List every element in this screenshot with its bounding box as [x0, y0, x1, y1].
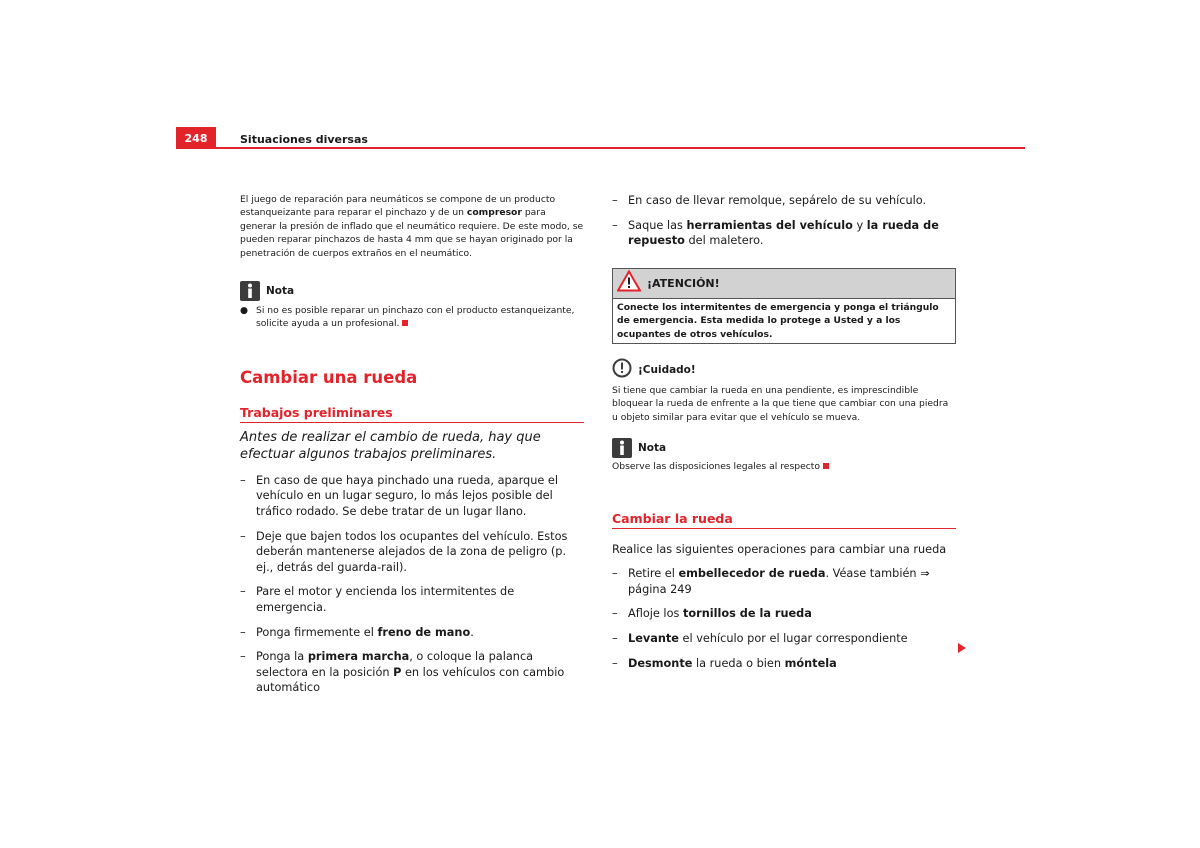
item-text-part: Saque las: [628, 218, 687, 232]
item-text: En caso de que haya pinchado una rueda, aparque el vehículo en un lugar seguro, lo más lejos posible del tráfico rodado. Se debe tratar de un lugar llano.: [256, 473, 558, 519]
item-bold: embellecedor de rueda: [678, 567, 826, 581]
item-bold: herramientas del vehículo: [686, 218, 853, 232]
item-text: [628, 631, 908, 647]
note-title: Nota: [638, 442, 667, 455]
list-item: [240, 649, 584, 696]
dash-marker: –: [612, 607, 618, 621]
item-bold: tornillos de la rueda: [682, 607, 812, 621]
subheading-preliminary: Trabajos preliminares: [240, 405, 584, 423]
item-text-part: Ponga la: [256, 650, 308, 664]
dash-marker: –: [612, 194, 618, 207]
dash-marker: –: [240, 529, 246, 543]
list-item: [240, 529, 584, 576]
lead-text: Realice las siguientes operaciones para cambiar una rueda: [612, 542, 947, 556]
list-item: [612, 193, 956, 209]
dash-marker: –: [240, 585, 246, 599]
info-icon: [240, 281, 260, 301]
page-number: [176, 127, 216, 149]
item-bold: Levante: [628, 632, 679, 645]
item-bold: Desmonte: [628, 656, 693, 670]
item-text-part: . Véase también ⇒ página 249: [628, 567, 930, 596]
list-item: [612, 631, 956, 647]
warning-box: [612, 268, 956, 344]
warning-text: Conecte los intermitentes de emergencia y ponga el triángulo de emergencia. Esta medida lo protege a Usted y a los ocupantes de otros vehículos.: [617, 301, 939, 340]
item-text-part: la rueda o bien: [692, 656, 785, 670]
caution-title: ¡Cuidado!: [638, 364, 696, 376]
note-block-right: [612, 438, 956, 473]
subheading-change-wheel: Cambiar la rueda: [612, 511, 956, 529]
header-rule: [216, 147, 1025, 149]
item-text: [256, 625, 474, 641]
dash-marker: –: [612, 632, 618, 645]
page-number-text: 248: [184, 131, 208, 145]
item-bold: móntela: [784, 656, 837, 670]
para-bold: compresor: [466, 207, 522, 219]
note-text-content: Si no es posible reparar un pinchazo con el producto estanqueizante, solicite ayuda a un profesional.: [256, 305, 575, 330]
note-header: [240, 281, 584, 301]
warning-header: [613, 269, 955, 299]
end-marker: [402, 320, 408, 326]
end-marker: [823, 463, 829, 469]
section-title: Situaciones diversas: [240, 133, 368, 146]
list-item: [240, 625, 584, 641]
warning-triangle-icon: [617, 270, 641, 296]
note-bullet-item: [240, 304, 584, 331]
preliminary-steps: [240, 473, 584, 696]
item-text-part: del maletero.: [684, 234, 764, 248]
caution-text: Si tiene que cambiar la rueda en una pendiente, es imprescindible bloquear la rueda de enfrente a la que tiene que cambiar con una piedra u objeto similar para evitar que el vehículo se mueva.: [612, 385, 949, 423]
caution-icon: [612, 358, 632, 382]
info-icon: [612, 438, 632, 458]
note-text: [612, 460, 956, 473]
item-bold: P: [393, 665, 402, 679]
list-item: [240, 584, 584, 615]
note-block: [240, 281, 584, 331]
main-heading: Cambiar una rueda: [240, 367, 418, 387]
item-text: [628, 656, 837, 672]
item-bold: freno de mano: [377, 625, 471, 639]
item-text-part: el vehículo por el lugar correspondiente: [678, 632, 908, 645]
item-text-part: , o coloque la palanca selectora en la posición: [256, 650, 534, 679]
note-text-content: Observe las disposiciones legales al respecto: [612, 461, 821, 473]
dash-marker: –: [240, 650, 246, 664]
bullet-icon: ●: [240, 305, 249, 317]
caution-block: [612, 358, 956, 424]
item-text: Deje que bajen todos los ocupantes del vehículo. Estos deberán mantenerse alejados de la zona de peligro (p. ej., detrás del guarda-rail).: [256, 529, 568, 574]
item-text-part: .: [470, 625, 474, 639]
caution-header: [612, 358, 956, 382]
list-item: [240, 473, 584, 520]
right-column: [612, 193, 956, 671]
dash-marker: –: [612, 567, 618, 581]
warning-title: ¡ATENCIÓN!: [647, 276, 720, 290]
dash-marker: –: [612, 218, 618, 232]
change-wheel-steps: [612, 566, 956, 671]
dash-marker: –: [240, 473, 246, 487]
compressor-paragraph: [240, 193, 584, 260]
list-item: [612, 218, 956, 249]
item-text: [628, 566, 956, 597]
dash-marker: –: [240, 625, 246, 639]
item-text-part: en los vehículos con cambio automático: [256, 665, 565, 695]
para-text: para generar la presión de inflado que el neumático requiere. De este modo, se pueden reparar pinchazos de hasta 4 mm que se hayan originado por la penetración de cuerpos extraños en el neumático.: [240, 207, 584, 259]
note-title: Nota: [266, 285, 295, 298]
para-text: El juego de reparación para neumáticos se compone de un producto estanqueizante para reparar el pinchazo y de un: [240, 194, 556, 219]
item-text: [628, 218, 956, 249]
item-bold: primera marcha: [307, 650, 410, 664]
list-item: [612, 656, 956, 672]
item-text-part: y: [852, 218, 867, 232]
item-text-part: Retire el: [628, 567, 679, 581]
item-bold: la rueda de repuesto: [628, 218, 939, 248]
list-item: [612, 606, 956, 622]
dash-marker: –: [612, 656, 618, 670]
item-text-part: Ponga firmemente el: [256, 625, 378, 639]
list-item: [612, 566, 956, 597]
next-page-arrow[interactable]: [958, 643, 966, 653]
left-column: [240, 193, 584, 696]
item-text: [628, 606, 812, 622]
item-text-part: Afloje los: [628, 607, 683, 621]
note-text: [256, 304, 584, 331]
item-text: En caso de llevar remolque, sepárelo de su vehículo.: [628, 194, 927, 207]
note-header: [612, 438, 956, 458]
item-text: [256, 649, 584, 696]
intro-text: Antes de realizar el cambio de rueda, hay que efectuar algunos trabajos preliminares.: [240, 429, 541, 462]
item-text: Pare el motor y encienda los intermitentes de emergencia.: [256, 585, 515, 614]
